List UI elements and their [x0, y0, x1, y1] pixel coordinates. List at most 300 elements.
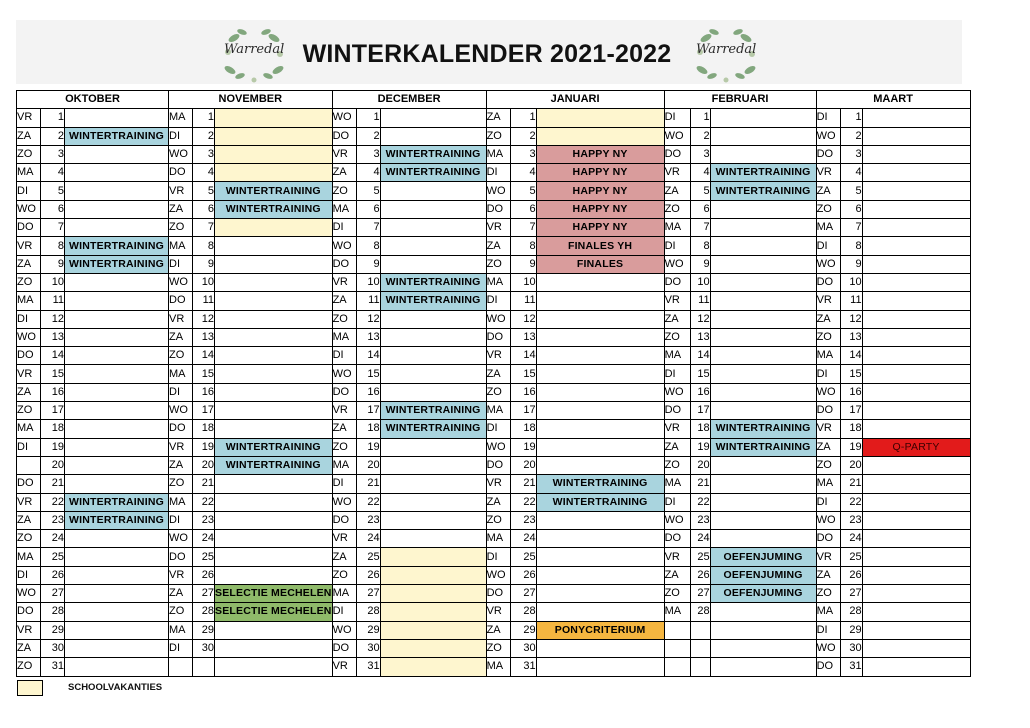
day-number-cell: 10: [41, 273, 65, 291]
weekday-cell: ZO: [664, 200, 690, 218]
weekday-cell: VR: [17, 237, 41, 255]
page-title: WINTERKALENDER 2021-2022: [302, 40, 672, 68]
vacation-cell: [380, 658, 486, 676]
empty-event-cell: [710, 639, 816, 657]
day-number-cell: 27: [840, 585, 862, 603]
weekday-cell: ZO: [17, 273, 41, 291]
day-number-cell: 11: [510, 292, 536, 310]
weekday-cell: MA: [332, 585, 356, 603]
vacation-cell: [380, 548, 486, 566]
weekday-cell: DI: [816, 621, 840, 639]
day-number-cell: 26: [356, 566, 380, 584]
weekday-cell: ZA: [486, 621, 510, 639]
day-number-cell: 31: [840, 658, 862, 676]
weekday-cell: VR: [486, 219, 510, 237]
event-cell: FINALES YH: [536, 237, 664, 255]
event-cell: WINTERTRAINING: [710, 438, 816, 456]
day-number-cell: 26: [41, 566, 65, 584]
weekday-cell: DO: [332, 255, 356, 273]
empty-event-cell: [65, 109, 169, 127]
weekday-cell: VR: [17, 109, 41, 127]
day-number-cell: 19: [510, 438, 536, 456]
empty-event-cell: [536, 548, 664, 566]
weekday-cell: DO: [664, 530, 690, 548]
weekday-cell: DO: [816, 273, 840, 291]
weekday-cell: DI: [664, 109, 690, 127]
day-number-cell: 19: [193, 438, 215, 456]
day-number-cell: 3: [840, 145, 862, 163]
weekday-cell: ZA: [816, 310, 840, 328]
weekday-cell: ZO: [17, 145, 41, 163]
day-number-cell: 15: [510, 365, 536, 383]
day-number-cell: 20: [510, 456, 536, 474]
weekday-cell: MA: [17, 548, 41, 566]
weekday-cell: WO: [17, 200, 41, 218]
day-number-cell: 3: [193, 145, 215, 163]
day-number-cell: 2: [41, 127, 65, 145]
day-number-cell: 18: [41, 420, 65, 438]
weekday-cell: ZO: [332, 182, 356, 200]
day-number-cell: 16: [356, 383, 380, 401]
day-number-cell: 5: [690, 182, 710, 200]
weekday-cell: WO: [664, 383, 690, 401]
empty-event-cell: [862, 511, 970, 529]
day-number-cell: 14: [840, 347, 862, 365]
empty-event-cell: [65, 438, 169, 456]
weekday-cell: [664, 639, 690, 657]
day-number-cell: 8: [840, 237, 862, 255]
calendar-row: [17, 639, 971, 657]
empty-event-cell: [380, 328, 486, 346]
day-number-cell: 18: [840, 420, 862, 438]
day-number-cell: 24: [510, 530, 536, 548]
day-number-cell: 5: [356, 182, 380, 200]
calendar-row: [17, 182, 971, 200]
event-cell: WINTERTRAINING: [65, 255, 169, 273]
day-number-cell: 18: [193, 420, 215, 438]
empty-event-cell: [862, 456, 970, 474]
vacation-legend-label: SCHOOLVAKANTIES: [68, 682, 163, 693]
empty-event-cell: [536, 585, 664, 603]
empty-event-cell: [65, 530, 169, 548]
weekday-cell: WO: [816, 511, 840, 529]
weekday-cell: DO: [486, 456, 510, 474]
event-cell: WINTERTRAINING: [215, 182, 333, 200]
event-cell: Q-PARTY: [862, 438, 970, 456]
day-number-cell: 21: [41, 475, 65, 493]
weekday-cell: ZA: [486, 237, 510, 255]
day-number-cell: 29: [193, 621, 215, 639]
day-number-cell: 4: [41, 164, 65, 182]
month-header: NOVEMBER: [169, 91, 333, 109]
day-number-cell: 5: [510, 182, 536, 200]
weekday-cell: MA: [486, 402, 510, 420]
weekday-cell: DO: [664, 145, 690, 163]
day-number-cell: 2: [690, 127, 710, 145]
weekday-cell: ZO: [486, 639, 510, 657]
weekday-cell: MA: [664, 603, 690, 621]
day-number-cell: 4: [840, 164, 862, 182]
event-cell: HAPPY NY: [536, 200, 664, 218]
day-number-cell: 1: [41, 109, 65, 127]
empty-event-cell: [65, 603, 169, 621]
day-number-cell: 6: [510, 200, 536, 218]
day-number-cell: 27: [193, 585, 215, 603]
day-number-cell: 20: [193, 456, 215, 474]
day-number-cell: 6: [41, 200, 65, 218]
calendar-row: [17, 438, 971, 456]
day-number-cell: 30: [510, 639, 536, 657]
day-number-cell: 5: [41, 182, 65, 200]
weekday-cell: ZA: [169, 200, 193, 218]
day-number-cell: 3: [41, 145, 65, 163]
day-number-cell: 20: [840, 456, 862, 474]
event-cell: WINTERTRAINING: [215, 200, 333, 218]
empty-event-cell: [215, 475, 333, 493]
day-number-cell: 24: [41, 530, 65, 548]
day-number-cell: 28: [840, 603, 862, 621]
weekday-cell: WO: [486, 438, 510, 456]
day-number-cell: 16: [690, 383, 710, 401]
vacation-cell: [380, 585, 486, 603]
empty-event-cell: [215, 347, 333, 365]
event-cell: OEFENJUMING: [710, 585, 816, 603]
calendar-row: [17, 365, 971, 383]
event-cell: WINTERTRAINING: [380, 145, 486, 163]
event-cell: WINTERTRAINING: [380, 292, 486, 310]
empty-event-cell: [536, 566, 664, 584]
weekday-cell: ZO: [816, 200, 840, 218]
weekday-cell: ZO: [664, 585, 690, 603]
day-number-cell: 4: [510, 164, 536, 182]
weekday-cell: WO: [332, 109, 356, 127]
weekday-cell: WO: [332, 621, 356, 639]
empty-event-cell: [215, 237, 333, 255]
weekday-cell: VR: [332, 658, 356, 676]
day-number-cell: 29: [510, 621, 536, 639]
day-number-cell: 23: [510, 511, 536, 529]
day-number-cell: 31: [510, 658, 536, 676]
day-number-cell: 2: [356, 127, 380, 145]
weekday-cell: ZA: [664, 566, 690, 584]
empty-event-cell: [536, 603, 664, 621]
weekday-cell: DO: [169, 548, 193, 566]
weekday-cell: DI: [17, 182, 41, 200]
weekday-cell: MA: [816, 603, 840, 621]
calendar-row: [17, 420, 971, 438]
weekday-cell: VR: [486, 347, 510, 365]
empty-event-cell: [215, 328, 333, 346]
empty-event-cell: [215, 639, 333, 657]
day-number-cell: 10: [510, 273, 536, 291]
calendar-row: [17, 603, 971, 621]
empty-event-cell: [380, 493, 486, 511]
day-number-cell: 20: [41, 456, 65, 474]
empty-event-cell: [710, 603, 816, 621]
day-number-cell: 11: [41, 292, 65, 310]
day-number-cell: 26: [510, 566, 536, 584]
weekday-cell: ZA: [17, 383, 41, 401]
vacation-cell: [380, 621, 486, 639]
day-number-cell: 19: [41, 438, 65, 456]
day-number-cell: 5: [840, 182, 862, 200]
weekday-cell: ZA: [169, 328, 193, 346]
empty-event-cell: [710, 456, 816, 474]
weekday-cell: DI: [332, 219, 356, 237]
weekday-cell: ZO: [664, 328, 690, 346]
day-number-cell: 7: [510, 219, 536, 237]
day-number-cell: 13: [193, 328, 215, 346]
empty-event-cell: [710, 127, 816, 145]
day-number-cell: 23: [41, 511, 65, 529]
event-cell: HAPPY NY: [536, 182, 664, 200]
weekday-cell: ZO: [17, 402, 41, 420]
empty-event-cell: [380, 347, 486, 365]
day-number-cell: 27: [510, 585, 536, 603]
weekday-cell: DI: [486, 548, 510, 566]
weekday-cell: MA: [332, 456, 356, 474]
weekday-cell: WO: [816, 383, 840, 401]
weekday-cell: DO: [332, 383, 356, 401]
weekday-cell: ZO: [816, 585, 840, 603]
day-number-cell: 3: [510, 145, 536, 163]
weekday-cell: DI: [486, 292, 510, 310]
empty-event-cell: [710, 292, 816, 310]
logo-text: Warredal: [224, 42, 285, 57]
weekday-cell: [169, 658, 193, 676]
day-number-cell: 8: [356, 237, 380, 255]
empty-event-cell: [536, 511, 664, 529]
empty-event-cell: [862, 328, 970, 346]
day-number-cell: 10: [193, 273, 215, 291]
event-cell: HAPPY NY: [536, 164, 664, 182]
event-cell: OEFENJUMING: [710, 566, 816, 584]
weekday-cell: DO: [169, 164, 193, 182]
weekday-cell: DI: [816, 493, 840, 511]
day-number-cell: 8: [510, 237, 536, 255]
day-number-cell: 9: [840, 255, 862, 273]
empty-event-cell: [710, 347, 816, 365]
empty-event-cell: [862, 255, 970, 273]
weekday-cell: MA: [664, 475, 690, 493]
weekday-cell: ZO: [664, 456, 690, 474]
empty-event-cell: [862, 365, 970, 383]
empty-event-cell: [65, 164, 169, 182]
empty-event-cell: [862, 383, 970, 401]
empty-event-cell: [862, 273, 970, 291]
calendar-row: [17, 255, 971, 273]
day-number-cell: 23: [193, 511, 215, 529]
weekday-cell: DI: [332, 603, 356, 621]
day-number-cell: 25: [690, 548, 710, 566]
day-number-cell: 9: [690, 255, 710, 273]
weekday-cell: ZO: [486, 511, 510, 529]
day-number-cell: 13: [840, 328, 862, 346]
day-number-cell: 6: [356, 200, 380, 218]
weekday-cell: DI: [17, 310, 41, 328]
day-number-cell: 18: [690, 420, 710, 438]
vacation-cell: [215, 145, 333, 163]
weekday-cell: DI: [169, 639, 193, 657]
weekday-cell: VR: [816, 164, 840, 182]
empty-event-cell: [862, 658, 970, 676]
weekday-cell: MA: [17, 420, 41, 438]
empty-event-cell: [380, 200, 486, 218]
event-cell: WINTERTRAINING: [380, 273, 486, 291]
weekday-cell: DI: [486, 420, 510, 438]
weekday-cell: MA: [486, 145, 510, 163]
day-number-cell: 25: [41, 548, 65, 566]
empty-event-cell: [380, 109, 486, 127]
day-number-cell: 4: [193, 164, 215, 182]
empty-event-cell: [862, 566, 970, 584]
day-number-cell: 17: [356, 402, 380, 420]
day-number-cell: 16: [41, 383, 65, 401]
empty-event-cell: [65, 585, 169, 603]
empty-event-cell: [65, 292, 169, 310]
weekday-cell: MA: [332, 200, 356, 218]
empty-event-cell: [380, 530, 486, 548]
empty-event-cell: [536, 420, 664, 438]
empty-event-cell: [536, 530, 664, 548]
weekday-cell: MA: [816, 347, 840, 365]
month-header-row: [17, 91, 971, 109]
empty-event-cell: [65, 639, 169, 657]
weekday-cell: MA: [486, 658, 510, 676]
day-number-cell: 16: [193, 383, 215, 401]
empty-event-cell: [862, 585, 970, 603]
empty-event-cell: [862, 548, 970, 566]
weekday-cell: DO: [664, 273, 690, 291]
weekday-cell: ZO: [332, 438, 356, 456]
weekday-cell: DI: [332, 475, 356, 493]
event-cell: HAPPY NY: [536, 145, 664, 163]
empty-event-cell: [710, 200, 816, 218]
weekday-cell: VR: [169, 438, 193, 456]
weekday-cell: MA: [486, 530, 510, 548]
weekday-cell: DO: [17, 475, 41, 493]
day-number-cell: 14: [510, 347, 536, 365]
day-number-cell: 12: [41, 310, 65, 328]
weekday-cell: VR: [486, 603, 510, 621]
empty-event-cell: [536, 310, 664, 328]
day-number-cell: 13: [690, 328, 710, 346]
event-cell: WINTERTRAINING: [710, 182, 816, 200]
day-number-cell: 21: [193, 475, 215, 493]
day-number-cell: 21: [690, 475, 710, 493]
event-cell: WINTERTRAINING: [215, 438, 333, 456]
day-number-cell: 18: [510, 420, 536, 438]
weekday-cell: DI: [816, 109, 840, 127]
weekday-cell: WO: [332, 237, 356, 255]
day-number-cell: 2: [510, 127, 536, 145]
empty-event-cell: [215, 566, 333, 584]
day-number-cell: 28: [41, 603, 65, 621]
day-number-cell: 31: [356, 658, 380, 676]
empty-event-cell: [65, 347, 169, 365]
day-number-cell: 28: [356, 603, 380, 621]
empty-event-cell: [862, 292, 970, 310]
weekday-cell: MA: [169, 621, 193, 639]
empty-event-cell: [536, 383, 664, 401]
empty-event-cell: [536, 438, 664, 456]
vacation-cell: [215, 109, 333, 127]
day-number-cell: 22: [510, 493, 536, 511]
empty-event-cell: [380, 255, 486, 273]
day-number-cell: 28: [193, 603, 215, 621]
day-number-cell: 7: [840, 219, 862, 237]
weekday-cell: VR: [17, 365, 41, 383]
day-number-cell: 27: [41, 585, 65, 603]
weekday-cell: ZA: [17, 639, 41, 657]
calendar-row: [17, 347, 971, 365]
month-header: MAART: [816, 91, 970, 109]
weekday-cell: DO: [816, 145, 840, 163]
empty-event-cell: [380, 475, 486, 493]
vacation-cell: [215, 127, 333, 145]
day-number-cell: 20: [356, 456, 380, 474]
empty-event-cell: [536, 639, 664, 657]
club-logo-right: [692, 24, 760, 84]
calendar-row: [17, 475, 971, 493]
empty-event-cell: [65, 420, 169, 438]
day-number-cell: 28: [690, 603, 710, 621]
event-cell: WINTERTRAINING: [536, 493, 664, 511]
empty-event-cell: [536, 658, 664, 676]
weekday-cell: ZA: [664, 182, 690, 200]
weekday-cell: VR: [332, 273, 356, 291]
event-cell: SELECTIE MECHELEN: [215, 603, 333, 621]
day-number-cell: 7: [356, 219, 380, 237]
weekday-cell: WO: [816, 127, 840, 145]
weekday-cell: DI: [169, 511, 193, 529]
empty-event-cell: [710, 328, 816, 346]
weekday-cell: DI: [486, 164, 510, 182]
empty-event-cell: [862, 603, 970, 621]
weekday-cell: WO: [816, 255, 840, 273]
calendar-row: [17, 237, 971, 255]
day-number-cell: [690, 639, 710, 657]
empty-event-cell: [710, 493, 816, 511]
weekday-cell: ZO: [169, 603, 193, 621]
empty-event-cell: [215, 621, 333, 639]
day-number-cell: 15: [840, 365, 862, 383]
day-number-cell: 21: [356, 475, 380, 493]
empty-event-cell: [215, 383, 333, 401]
weekday-cell: DO: [486, 200, 510, 218]
calendar-row: [17, 109, 971, 127]
weekday-cell: MA: [816, 219, 840, 237]
day-number-cell: 22: [356, 493, 380, 511]
weekday-cell: DO: [17, 347, 41, 365]
empty-event-cell: [710, 237, 816, 255]
weekday-cell: ZA: [486, 493, 510, 511]
weekday-cell: VR: [332, 530, 356, 548]
weekday-cell: DO: [169, 292, 193, 310]
day-number-cell: 20: [690, 456, 710, 474]
weekday-cell: MA: [664, 347, 690, 365]
event-cell: FINALES: [536, 255, 664, 273]
day-number-cell: 15: [690, 365, 710, 383]
empty-event-cell: [710, 658, 816, 676]
empty-event-cell: [215, 365, 333, 383]
day-number-cell: 29: [840, 621, 862, 639]
empty-event-cell: [862, 127, 970, 145]
weekday-cell: DI: [169, 383, 193, 401]
day-number-cell: 5: [193, 182, 215, 200]
weekday-cell: VR: [17, 621, 41, 639]
day-number-cell: 14: [193, 347, 215, 365]
